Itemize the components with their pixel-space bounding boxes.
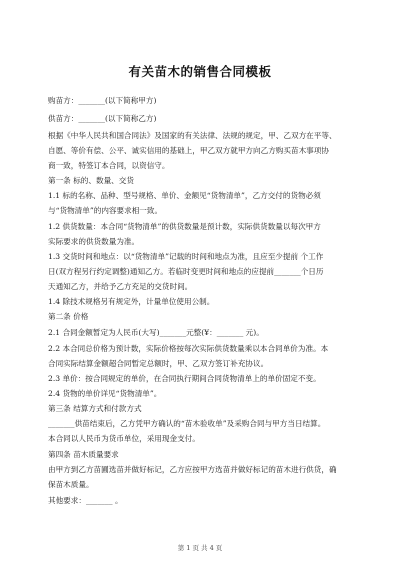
section-heading: 第一条 标的、数量、交货 — [48, 176, 134, 185]
text-line: 2.3 单价：按合同规定的单价，在合同执行期间合同货物清单上的单价固定不变。 — [48, 374, 321, 383]
section-heading: 第二条 价格 — [48, 312, 89, 321]
page-footer: 第 1 页 共 4 页 — [177, 544, 223, 552]
text-line: 与“货物清单”的内容要求相一致。 — [48, 206, 163, 215]
text-line: 购苗方：_______(以下简称甲方) — [48, 96, 157, 105]
text-line: 1.1 标的名称、品种、型号规格、单价、金额见“货物清单”，乙方交付的货物必须 — [48, 191, 321, 200]
text-line: 合同实际结算金额超合同暂定总额时，甲、乙双方签订补充协议。 — [48, 359, 269, 368]
text-line: 2.2 本合同总价格为预计数，实际价格按每次实际供货数量乘以本合同单价为准。本 — [48, 344, 329, 353]
text-line: 日(双方程另行约定调整)通知乙方。若临时变更时间和地点的应提前_______个日历 — [48, 267, 324, 276]
text-line: 2.1 合同金额暂定为人民币(大写)_______元整(¥：_______ 元)。 — [48, 328, 264, 337]
section-heading: 第四条 苗木质量要求 — [48, 450, 119, 459]
text-line: 供苗方：_______(以下简称乙方) — [48, 114, 157, 123]
section-heading: 第三条 结算方式和付款方式 — [48, 404, 142, 413]
text-line: 其他要求：_______ 。 — [48, 496, 123, 505]
text-line: 本合同以人民币为货币单位，采用现金支付。 — [48, 434, 200, 443]
text-line: _______供苗结束后，乙方凭甲方确认的“苗木验收单”及采购合同与甲方当日结算。 — [48, 419, 326, 428]
text-line: 1.2 供货数量：本合同“货物清单”的供货数量是预计数，实际供货数量以每次甲方 — [48, 222, 321, 231]
text-line: 由甲方到乙方苗圃选苗并做好标记，乙方应按甲方选苗并做好标记的苗木进行供货，确 — [48, 465, 337, 474]
text-line: 实际要求的供货数量为准。 — [48, 237, 140, 246]
text-line: 天通知乙方，并给予乙方充足的交货时间。 — [48, 282, 193, 291]
text-line: 商一致，特签订本合同，以资信守。 — [48, 161, 170, 170]
text-line: 1.3 交货时间和地点：以“货物清单”记载的时间和地点为准，且应至少提前 个工作 — [48, 252, 324, 261]
text-line: 自愿、等价有偿、公平、诚实信用的基础上，甲乙双方就甲方向乙方购买苗木事项协 — [48, 146, 329, 155]
text-line: 1.4 除技术规格另有规定外，计量单位使用公制。 — [48, 297, 215, 306]
text-line: 2.4 货物的单价详见“货物清单”。 — [48, 389, 162, 398]
text-line: 保苗木质量。 — [48, 480, 94, 489]
text-line: 根据《中华人民共和国合同法》及国家的有关法律、法规的规定，甲、乙双方在平等、 — [48, 131, 337, 140]
document-title: 有关苗木的销售合同模板 — [128, 64, 272, 79]
